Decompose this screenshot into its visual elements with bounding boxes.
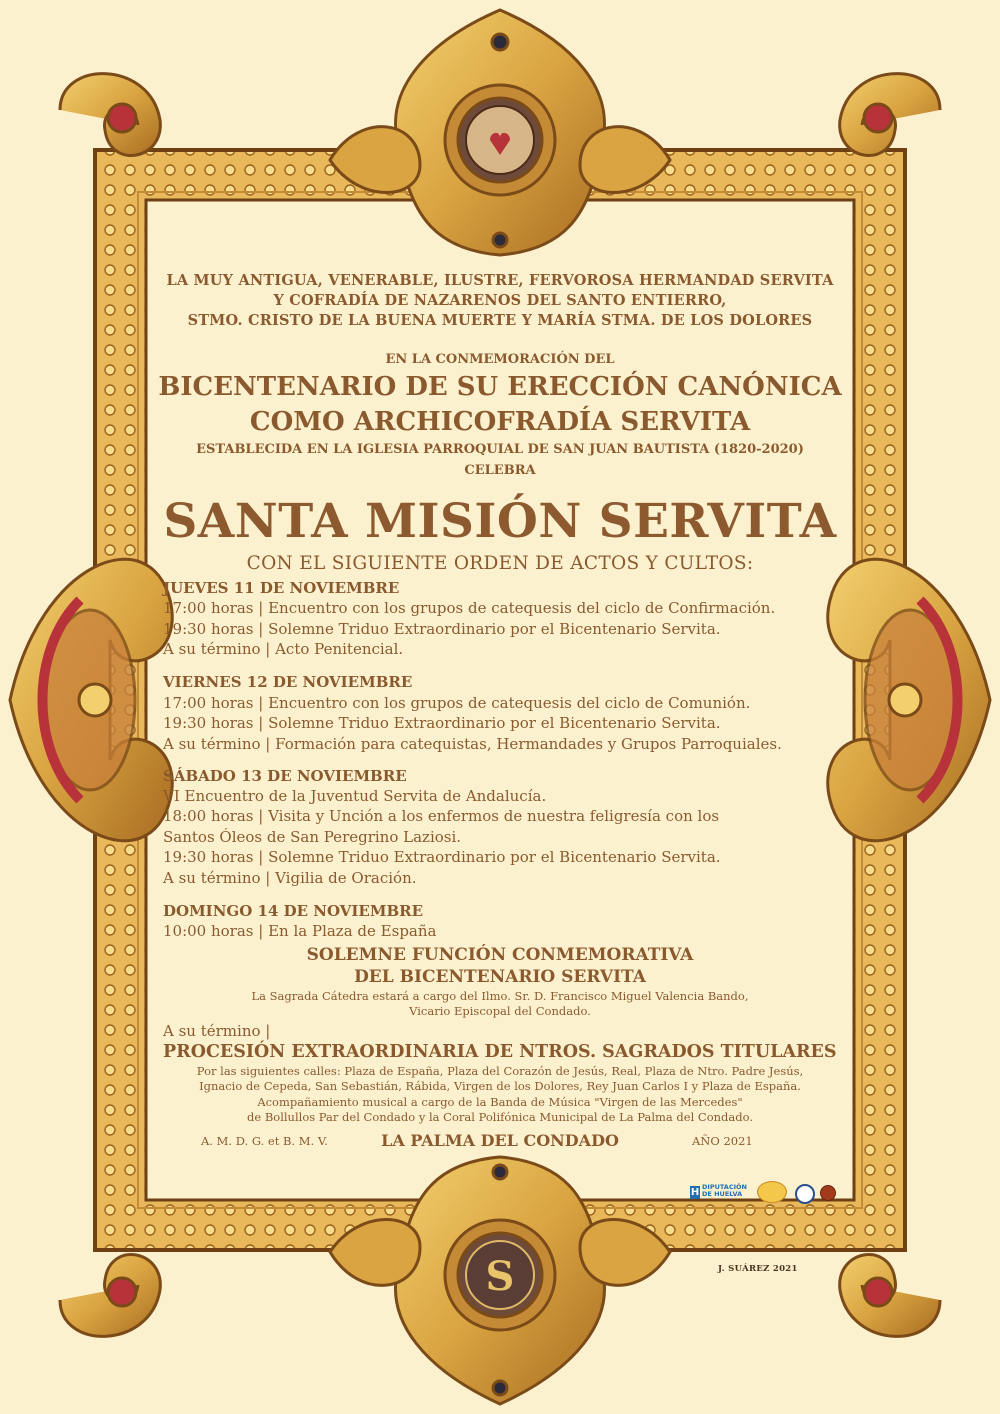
function-title-1: SOLEMNE FUNCIÓN CONMEMORATIVA [306, 945, 694, 965]
page-subtitle: CON EL SIGUIENTE ORDEN DE ACTOS Y CULTOS: [246, 553, 754, 574]
motto: A. M. D. G. et B. M. V. [201, 1134, 328, 1148]
procession-title: PROCESIÓN EXTRAORDINARIA DE NTROS. SAGRADOS TITULARES [163, 1042, 837, 1062]
commemoration-line-1: BICENTENARIO DE SU ERECCIÓN CANÓNICA [158, 372, 842, 402]
schedule-item: A su término | Acto Penitencial. [163, 640, 404, 658]
schedule-item: 17:00 horas | Encuentro con los grupos de catequesis del ciclo de Comunión. [163, 694, 751, 712]
parish-shield-icon [795, 1184, 815, 1204]
commemoration-line-2: COMO ARCHICOFRADÍA SERVITA [249, 407, 751, 437]
brotherhood-shield-icon [820, 1185, 836, 1201]
schedule-item: A su término | Formación para catequistas, Hermandades y Grupos Parroquiales. [163, 735, 782, 753]
schedule-item: Santos Óleos de San Peregrino Laziosi. [163, 828, 462, 846]
schedule-item: 10:00 horas | En la Plaza de España [163, 922, 437, 940]
schedule-item: 19:30 horas | Solemne Triduo Extraordinario por el Bicentenario Servita. [163, 848, 721, 866]
header-line-3: STMO. CRISTO DE LA BUENA MUERTE Y MARÍA STMA. DE LOS DOLORES [187, 312, 813, 329]
day-heading: JUEVES 11 DE NOVIEMBRE [163, 579, 400, 597]
day-heading: SÁBADO 13 DE NOVIEMBRE [163, 767, 407, 785]
schedule-item: 17:00 horas | Encuentro con los grupos de catequesis del ciclo de Confirmación. [163, 599, 776, 617]
schedule-item: 19:30 horas | Solemne Triduo Extraordinario por el Bicentenario Servita. [163, 714, 721, 732]
page-title: SANTA MISIÓN SERVITA [163, 494, 837, 549]
music-line-1: Acompañamiento musical a cargo de la Banda de Música "Virgen de las Mercedes" [257, 1095, 743, 1109]
diputacion-huelva-logo: H DIPUTACIÓN DE HUELVA [690, 1183, 747, 1198]
route-line-2: Ignacio de Cepeda, San Sebastián, Rábida, Virgen de los Dolores, Rey Juan Carlos I y Plaza de España. [199, 1079, 801, 1093]
preacher-line-1: La Sagrada Cátedra estará a cargo del Ilmo. Sr. D. Francisco Miguel Valencia Bando, [251, 989, 749, 1003]
commemoration-intro: EN LA CONMEMORACIÓN DEL [385, 352, 615, 367]
schedule-item: 18:00 horas | Visita y Unción a los enfermos de nuestra feligresía con los [163, 807, 720, 825]
schedule-item: 19:30 horas | Solemne Triduo Extraordinario por el Bicentenario Servita. [163, 620, 721, 638]
schedule-item: A su término | Vigilia de Oración. [163, 869, 417, 887]
day-heading: DOMINGO 14 DE NOVIEMBRE [163, 902, 424, 920]
day-heading: VIERNES 12 DE NOVIEMBRE [163, 673, 413, 691]
music-line-2: de Bollullos Par del Condado y la Coral Polifónica Municipal de La Palma del Condado. [247, 1110, 753, 1124]
header-line-1: LA MUY ANTIGUA, VENERABLE, ILUSTRE, FERVOROSA HERMANDAD SERVITA [166, 272, 834, 289]
year: AÑO 2021 [692, 1134, 753, 1148]
municipal-logo [757, 1181, 787, 1203]
established-line: ESTABLECIDA EN LA IGLESIA PARROQUIAL DE SAN JUAN BAUTISTA (1820-2020) [196, 442, 804, 457]
artist-signature: J. SUÁREZ 2021 [718, 1264, 798, 1274]
celebrates-line: CELEBRA [464, 463, 536, 478]
header-line-2: Y COFRADÍA DE NAZARENOS DEL SANTO ENTIERRO, [273, 292, 727, 309]
route-line-1: Por las siguientes calles: Plaza de España, Plaza del Corazón de Jesús, Real, Plaza de Ntro. Padre Jesús, [196, 1064, 804, 1078]
svg-text:S: S [485, 1253, 515, 1300]
town-name: LA PALMA DEL CONDADO [381, 1131, 619, 1150]
preacher-line-2: Vicario Episcopal del Condado. [409, 1004, 591, 1018]
schedule-item: VI Encuentro de la Juventud Servita de Andalucía. [163, 787, 547, 805]
function-title-2: DEL BICENTENARIO SERVITA [354, 967, 646, 987]
procession-after: A su término | [163, 1022, 271, 1040]
